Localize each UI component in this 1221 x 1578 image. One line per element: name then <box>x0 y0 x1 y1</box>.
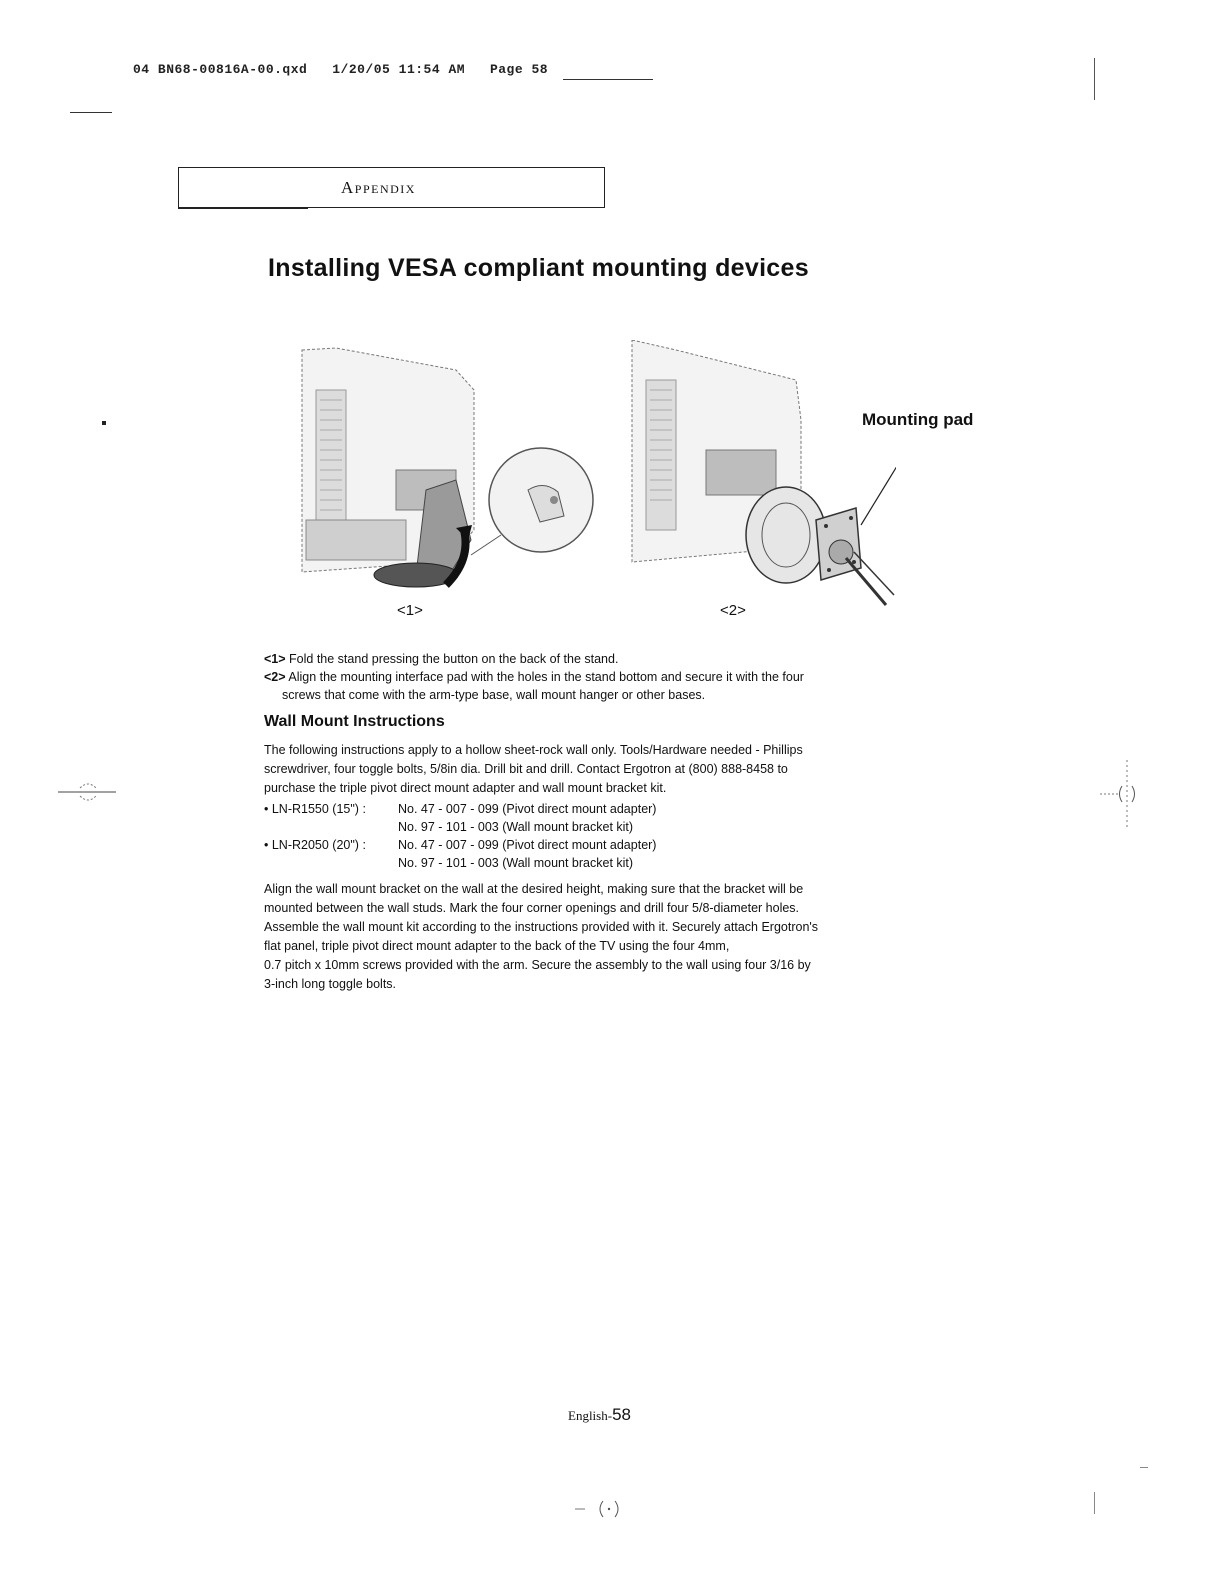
footer-language: English- <box>568 1408 613 1423</box>
model-row <box>264 854 656 872</box>
step-2-text: Align the mounting interface pad with the holes in the stand bottom and secure it with the four <box>288 670 804 684</box>
registration-mark-right <box>1100 760 1144 830</box>
wall-mount-heading: Wall Mount Instructions <box>264 713 445 730</box>
step-1-text: Fold the stand pressing the button on the back of the stand. <box>289 652 619 666</box>
step-1 <box>264 650 618 669</box>
model-name: • LN-R2050 (20") : <box>264 838 366 852</box>
model-part: No. 97 - 101 - 003 (Wall mount bracket kit) <box>398 856 634 870</box>
model-list <box>264 800 656 872</box>
section-label: Appendix <box>341 178 416 197</box>
wall-mount-intro <box>264 741 803 798</box>
instruction-line: Align the wall mount bracket on the wall at the desired height, making sure that the bracket will be <box>264 882 804 896</box>
crop-mark-top-right <box>1094 58 1095 100</box>
model-part: No. 47 - 007 - 099 (Pivot direct mount adapter) <box>398 838 657 852</box>
figure-1-label: <1> <box>397 602 423 619</box>
instruction-line: flat panel, triple pivot direct mount adapter to the back of the TV using the four 4mm, <box>264 939 730 953</box>
step-1-number: <1> <box>264 652 286 666</box>
intro-line: purchase the triple pivot direct mount adapter and wall mount bracket kit. <box>264 781 667 795</box>
tv-mount-pad-illustration <box>632 340 896 605</box>
instruction-line: mounted between the wall studs. Mark the four corner openings and drill four 5/8-diameter holes. <box>264 901 800 915</box>
model-row <box>264 836 656 854</box>
model-name: • LN-R1550 (15") : <box>264 802 366 816</box>
mounting-pad-callout: Mounting pad <box>862 410 974 429</box>
page-title: Installing VESA compliant mounting devices <box>268 254 809 282</box>
wall-mount-instructions <box>264 880 818 994</box>
section-box <box>178 167 605 208</box>
intro-line: screwdriver, four toggle bolts, 5/8in dia. Drill bit and drill. Contact Ergotron at (800) 888-8458 to <box>264 762 788 776</box>
intro-line: The following instructions apply to a hollow sheet-rock wall only. Tools/Hardware needed - Phillips <box>264 743 803 757</box>
figure-2-label: <2> <box>720 602 746 619</box>
page-footer <box>568 1405 631 1425</box>
mounting-illustration <box>296 340 896 610</box>
model-part: No. 47 - 007 - 099 (Pivot direct mount adapter) <box>398 802 657 816</box>
page-number: 58 <box>612 1405 631 1424</box>
crop-mark-top-left <box>70 112 112 113</box>
file-info-header: 04 BN68-00816A-00.qxd 1/20/05 11:54 AM Page 58 <box>133 62 549 77</box>
instruction-line: Assemble the wall mount kit according to the instructions provided with it. Securely attach Ergotron's <box>264 920 819 934</box>
model-row <box>264 800 656 818</box>
registration-dot <box>102 421 106 425</box>
instruction-line: 0.7 pitch x 10mm screws provided with the arm. Secure the assembly to the wall using four 3/16 by <box>264 958 811 972</box>
step-2-continuation: screws that come with the arm-type base, wall mount hanger or other bases. <box>282 688 706 702</box>
model-row <box>264 818 656 836</box>
tv-stand-fold-illustration <box>302 348 593 587</box>
crop-mark-corner <box>1140 1467 1148 1468</box>
section-box-accent <box>178 207 308 209</box>
crop-mark-bottom-right <box>1094 1492 1095 1514</box>
instruction-line: 3-inch long toggle bolts. <box>264 977 397 991</box>
model-part: No. 97 - 101 - 003 (Wall mount bracket kit) <box>398 820 634 834</box>
step-2 <box>264 668 804 687</box>
registration-mark-bottom <box>575 1495 635 1525</box>
step-2-number: <2> <box>264 670 286 684</box>
registration-mark-left <box>58 778 118 808</box>
header-underline <box>563 79 653 80</box>
